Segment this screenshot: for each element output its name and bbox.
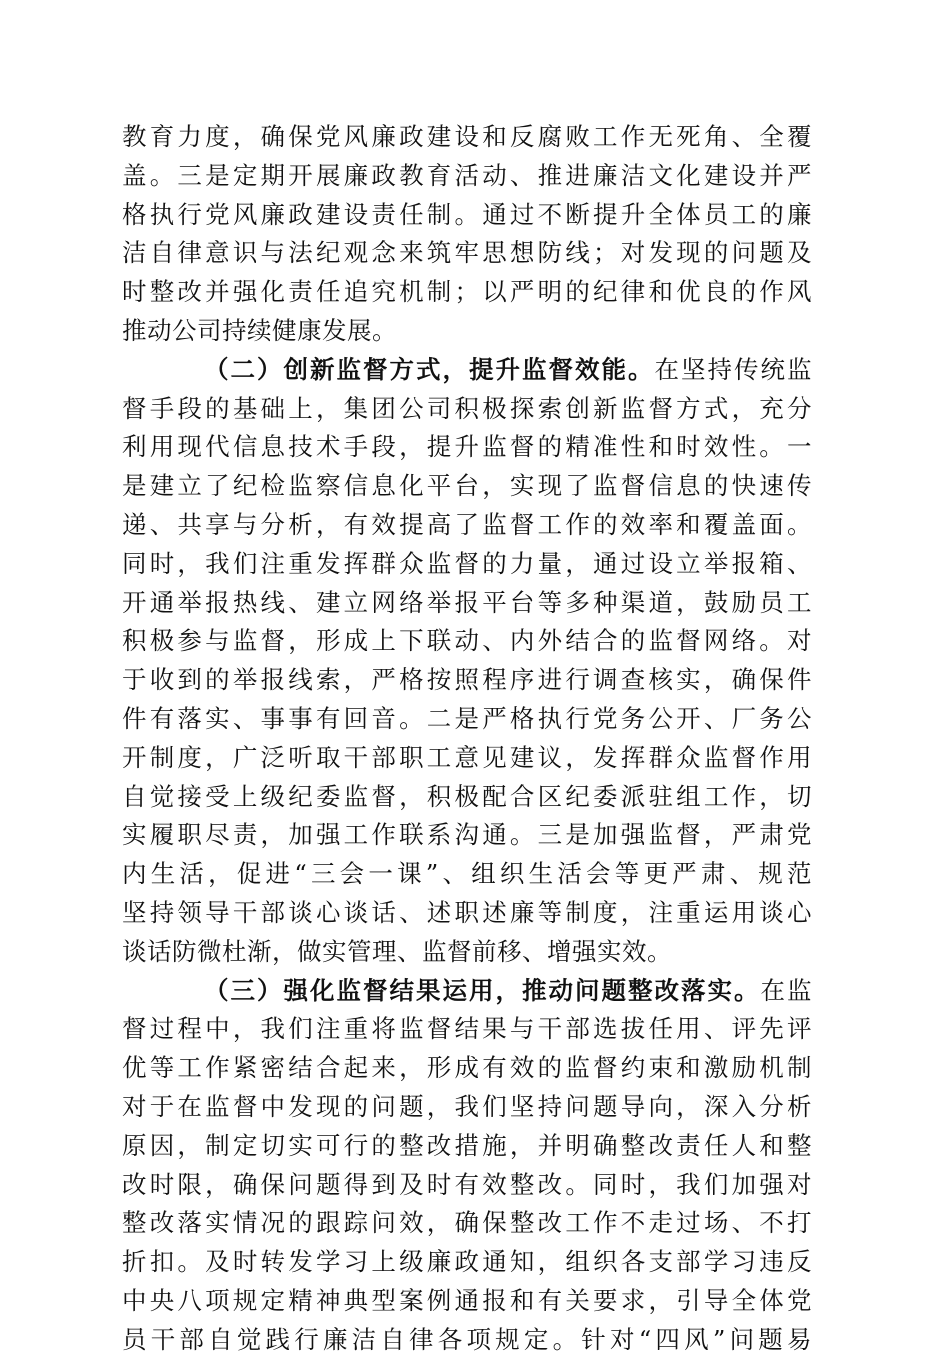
- text-line: [122, 545, 812, 584]
- text-line: [122, 855, 812, 894]
- body-text: 坚持领导干部谈心谈话、述职述廉等制度，注重运用谈心: [122, 897, 812, 927]
- body-text: 优等工作紧密结合起来，形成有效的监督约束和激励机制: [122, 1053, 812, 1083]
- text-line: [122, 1243, 812, 1282]
- text-line: [122, 700, 812, 739]
- text-line: [122, 467, 812, 506]
- body-text: 整改落实情况的跟踪问效，确保整改工作不走过场、不打: [122, 1208, 812, 1238]
- body-text: 时整改并强化责任追究机制；以严明的纪律和优良的作风: [122, 277, 812, 307]
- body-text: 内生活，促进“三会一课”、组织生活会等更严肃、规范: [122, 859, 812, 889]
- text-line: [122, 1127, 812, 1166]
- body-text: 改时限，确保问题得到及时有效整改。同时，我们加强对: [122, 1169, 812, 1199]
- text-line: [122, 778, 812, 817]
- text-line: [122, 933, 812, 972]
- body-text: 开制度，广泛听取干部职工意见建议，发挥群众监督作用: [122, 742, 812, 772]
- body-text: 自觉接受上级纪委监督，积极配合区纪委派驻组工作，切: [122, 781, 812, 811]
- body-text: 折扣。及时转发学习上级廉政通知，组织各支部学习违反: [122, 1247, 812, 1277]
- text-line: [122, 1088, 812, 1127]
- body-text: 是建立了纪检监察信息化平台，实现了监督信息的快速传: [122, 471, 812, 501]
- body-text: 推动公司持续健康发展。: [122, 315, 397, 345]
- text-line: [122, 1010, 812, 1049]
- text-line: [122, 1204, 812, 1243]
- body-text: 盖。三是定期开展廉政教育活动、推进廉洁文化建设并严: [122, 160, 812, 190]
- text-line: [122, 584, 812, 623]
- text-line: [122, 622, 812, 661]
- text-line: [122, 390, 812, 429]
- section-heading: （二）创新监督方式，提升监督效能。: [204, 354, 655, 384]
- text-line: [122, 234, 812, 273]
- text-line: [122, 196, 812, 235]
- text-line: [122, 894, 812, 933]
- body-text: 谈话防微杜渐，做实管理、监督前移、增强实效。: [122, 936, 672, 966]
- text-line: [122, 118, 812, 157]
- body-text: 教育力度，确保党风廉政建设和反腐败工作无死角、全覆: [122, 122, 812, 151]
- body-text: 督过程中，我们注重将监督结果与干部选拔任用、评先评: [122, 1014, 812, 1044]
- body-text: 于收到的举报线索，严格按照程序进行调查核实，确保件: [122, 665, 812, 695]
- body-text: 对于在监督中发现的问题，我们坚持问题导向，深入分析: [122, 1091, 812, 1121]
- body-text: 在坚持传统监: [654, 354, 812, 384]
- section-heading: （三）强化监督结果运用，推动问题整改落实。: [204, 975, 761, 1005]
- body-text: 件有落实、事事有回音。二是严格执行党务公开、厂务公: [122, 703, 812, 733]
- body-text: 利用现代信息技术手段，提升监督的精准性和时效性。一: [122, 432, 812, 462]
- text-line: [122, 739, 812, 778]
- body-text: 中央八项规定精神典型案例通报和有关要求，引导全体党: [122, 1285, 812, 1315]
- text-line: [122, 1049, 812, 1088]
- text-line: [122, 312, 812, 351]
- body-text: 实履职尽责，加强工作联系沟通。三是加强监督，严肃党: [122, 820, 812, 850]
- text-line: [122, 157, 812, 196]
- text-line: [122, 351, 812, 390]
- body-text: 督手段的基础上，集团公司积极探索创新监督方式，充分: [122, 393, 812, 423]
- text-line: [122, 1166, 812, 1205]
- text-line: [122, 1282, 812, 1321]
- text-line: [122, 273, 812, 312]
- body-text: 洁自律意识与法纪观念来筑牢思想防线；对发现的问题及: [122, 238, 812, 268]
- text-line: [122, 661, 812, 700]
- body-text: 递、共享与分析，有效提高了监督工作的效率和覆盖面。: [122, 509, 812, 539]
- text-line: [122, 972, 812, 1011]
- body-text: 原因，制定切实可行的整改措施，并明确整改责任人和整: [122, 1130, 812, 1160]
- text-line: [122, 1321, 812, 1360]
- text-line: [122, 816, 812, 855]
- text-line: [122, 506, 812, 545]
- body-text: 积极参与监督，形成上下联动、内外结合的监督网络。对: [122, 626, 812, 656]
- body-text: 格执行党风廉政建设责任制。通过不断提升全体员工的廉: [122, 199, 812, 229]
- body-text: 同时，我们注重发挥群众监督的力量，通过设立举报箱、: [122, 548, 812, 578]
- document-body: [122, 118, 812, 1360]
- text-line: [122, 428, 812, 467]
- body-text: 开通举报热线、建立网络举报平台等多种渠道，鼓励员工: [122, 587, 812, 617]
- body-text: 员干部自觉践行廉洁自律各项规定。针对“四风”问题易: [122, 1324, 812, 1354]
- body-text: 在监: [760, 975, 812, 1005]
